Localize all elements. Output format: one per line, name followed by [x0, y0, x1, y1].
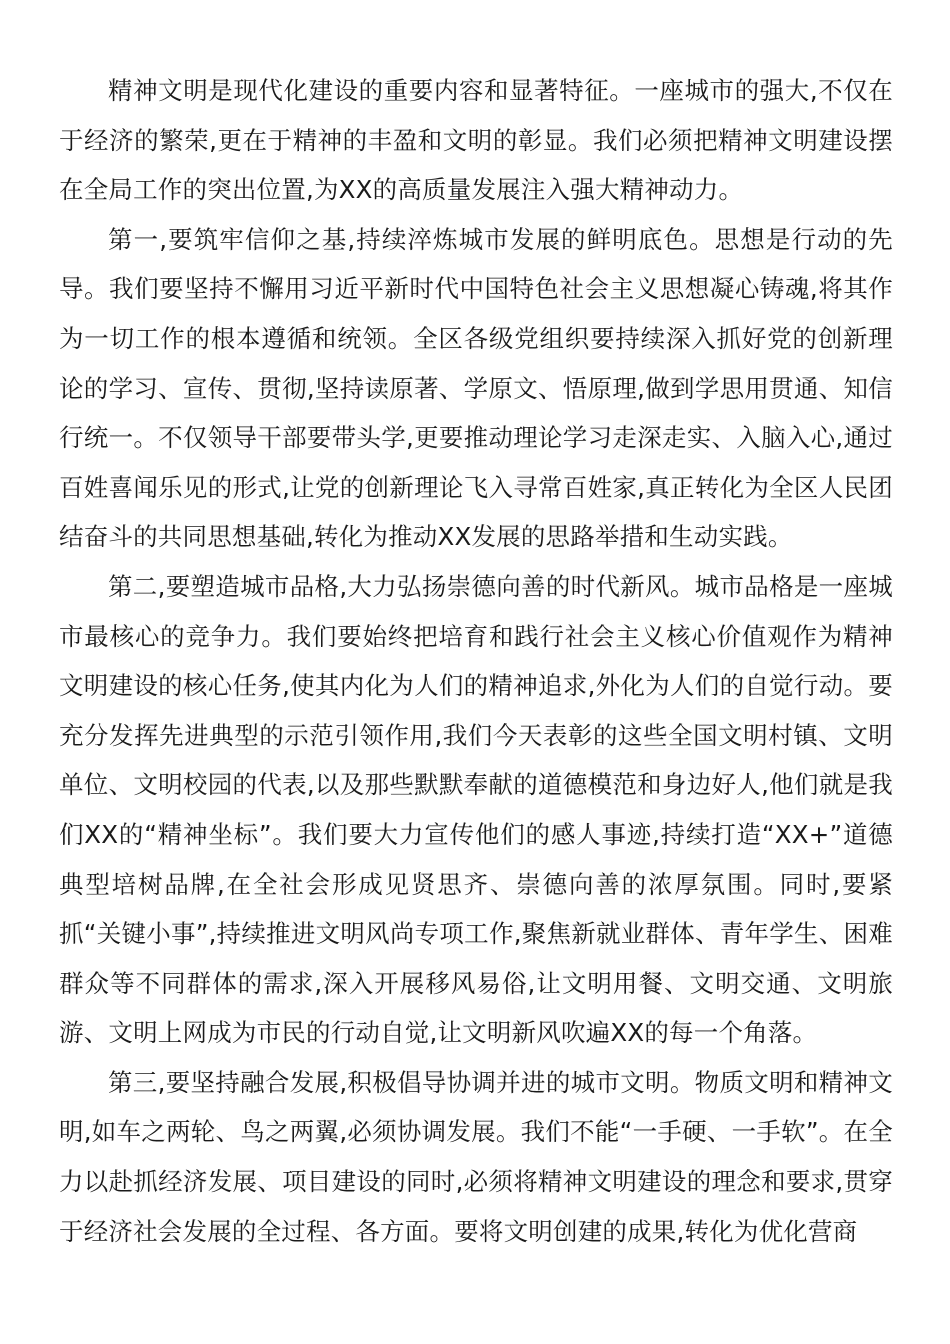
- paragraph-first-point: 第一,要筑牢信仰之基,持续淬炼城市发展的鲜明底色。思想是行动的先导。我们要坚持不懈用习近平新时代中国特色社会主义思想凝心铸魂,将其作为一切工作的根本遵循和统领。全区各级党组织要持续深入抓好党的创新理论的学习、宣传、贯彻,坚持读原著、学原文、悟原理,做到学思用贯通、知信行统一。不仅领导干部要带头学,更要推动理论学习走深走实、入脑入心,通过百姓喜闻乐见的形式,让党的创新理论飞入寻常百姓家,真正转化为全区人民团结奋斗的共同思想基础,转化为推动XX发展的思路举措和生动实践。: [59, 224, 893, 552]
- paragraph-second-point: 第二,要塑造城市品格,大力弘扬崇德向善的时代新风。城市品格是一座城市最核心的竞争力。我们要始终把培育和践行社会主义核心价值观作为精神文明建设的核心任务,使其内化为人们的精神追求,外化为人们的自觉行动。要充分发挥先进典型的示范引领作用,我们今天表彰的这些全国文明村镇、文明单位、文明校园的代表,以及那些默默奉献的道德模范和身边好人,他们就是我们XX的“精神坐标”。我们要大力宣传他们的感人事迹,持续打造“XX+”道德典型培树品牌,在全社会形成见贤思齐、崇德向善的浓厚氛围。同时,要紧抓“关键小事”,持续推进文明风尚专项工作,聚焦新就业群体、青年学生、困难群众等不同群体的需求,深入开展移风易俗,让文明用餐、文明交通、文明旅游、文明上网成为市民的行动自觉,让文明新风吹遍XX的每一个角落。: [59, 571, 893, 1048]
- paragraph-intro: 精神文明是现代化建设的重要内容和显著特征。一座城市的强大,不仅在于经济的繁荣,更在于精神的丰盈和文明的彰显。我们必须把精神文明建设摆在全局工作的突出位置,为XX的高质量发展注入强大精神动力。: [59, 76, 893, 205]
- paragraph-third-point: 第三,要坚持融合发展,积极倡导协调并进的城市文明。物质文明和精神文明,如车之两轮、鸟之两翼,必须协调发展。我们不能“一手硬、一手软”。在全力以赴抓经济发展、项目建设的同时,必须将精神文明建设的理念和要求,贯穿于经济社会发展的全过程、各方面。要将文明创建的成果,转化为优化营商: [59, 1067, 893, 1246]
- document-page: [59, 66, 893, 1256]
